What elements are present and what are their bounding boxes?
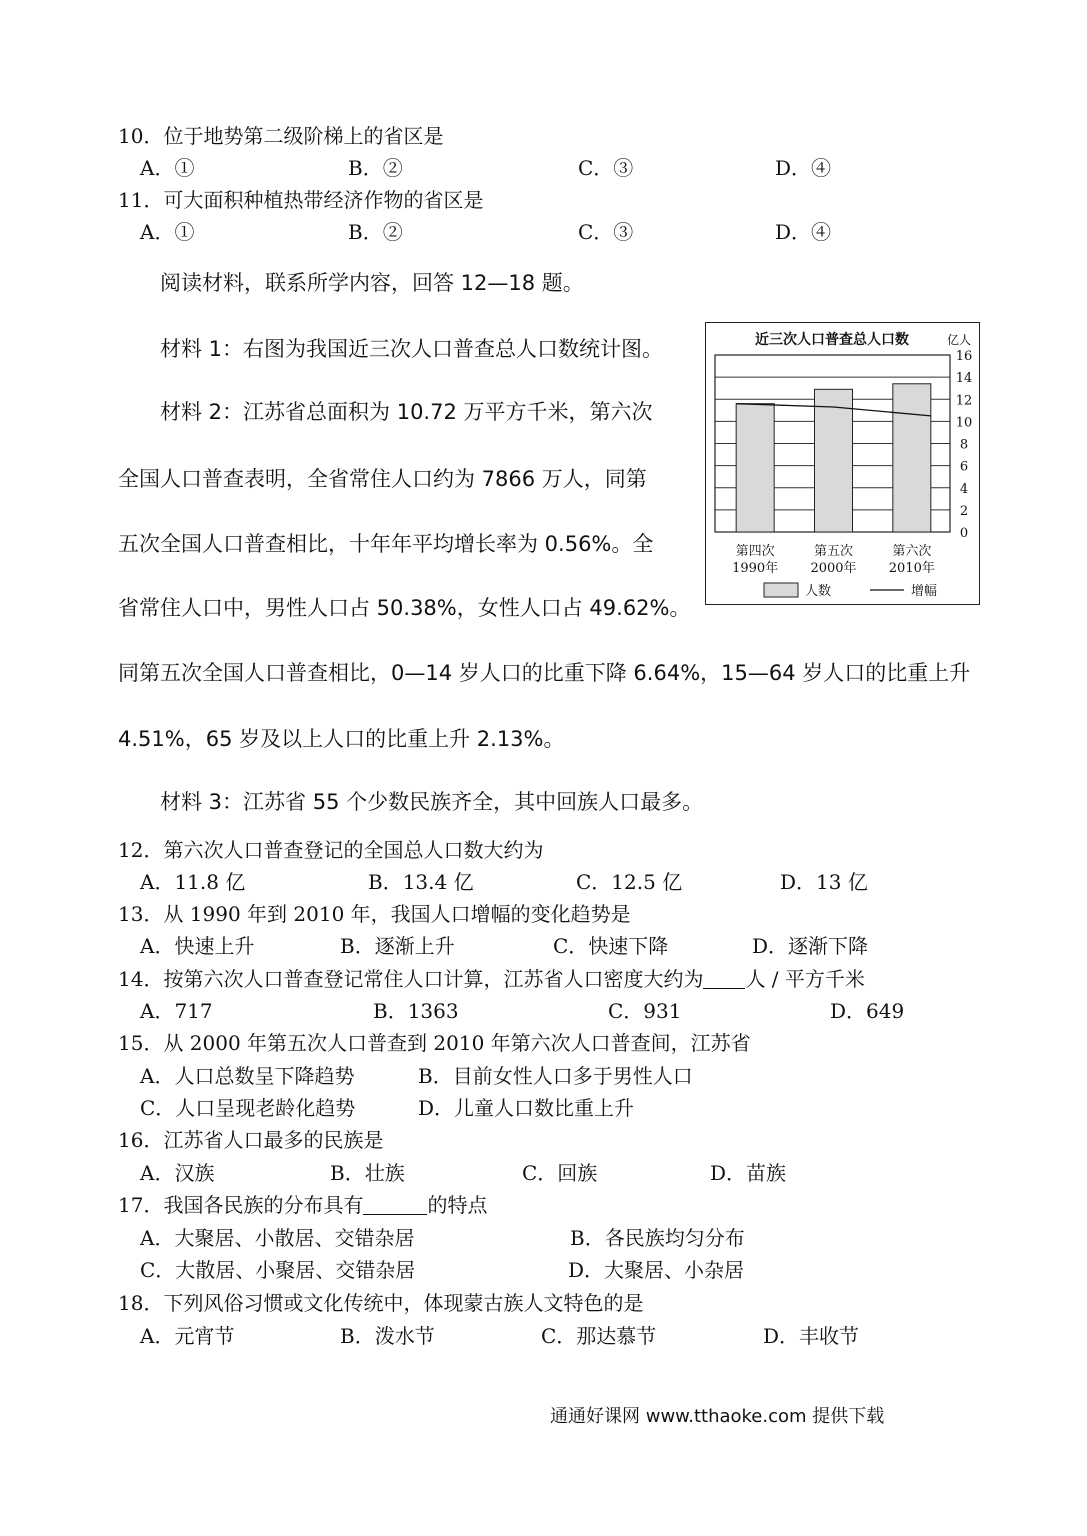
q14-option-b: B．1363 bbox=[373, 999, 459, 1023]
chart-ytick-label: 16 bbox=[955, 349, 973, 364]
chart-category-label: 1990年 bbox=[732, 561, 779, 576]
chart-category-label: 第六次 bbox=[892, 544, 932, 559]
q17-option-d: D．大聚居、小杂居 bbox=[568, 1258, 745, 1282]
q15-option-b: B．目前女性人口多于男性人口 bbox=[418, 1064, 693, 1088]
chart-bar bbox=[815, 389, 853, 532]
q18-option-d: D．丰收节 bbox=[763, 1324, 860, 1348]
q16-option-c: C．回族 bbox=[522, 1161, 598, 1185]
q18-option-c: C．那达慕节 bbox=[541, 1324, 657, 1348]
chart-ytick-label: 4 bbox=[959, 481, 969, 497]
q11-option-a: A．① bbox=[140, 220, 195, 244]
material-2-line-1: 材料 2：江苏省总面积为 10.72 万平方千米，第六次 bbox=[160, 400, 653, 424]
material-2-line-3: 五次全国人口普查相比，十年年平均增长率为 0.56%。全 bbox=[118, 532, 654, 556]
chart-category-label: 第五次 bbox=[813, 544, 854, 559]
q12-option-a: A．11.8 亿 bbox=[140, 870, 246, 894]
q17-answer-blank bbox=[363, 1194, 427, 1215]
chart-ylabel: 亿人 bbox=[946, 333, 972, 347]
q14-stem-text: 14．按第六次人口普查登记常住人口计算，江苏省人口密度大约为 bbox=[118, 967, 704, 991]
q14-option-c: C．931 bbox=[608, 999, 682, 1023]
q10-option-d: D．④ bbox=[775, 156, 832, 180]
chart-ytick-label: 2 bbox=[959, 503, 969, 519]
q18-option-a: A．元宵节 bbox=[140, 1324, 235, 1348]
material-1: 材料 1：右图为我国近三次人口普查总人口数统计图。 bbox=[160, 337, 664, 361]
material-3: 材料 3：江苏省 55 个少数民族齐全，其中回族人口最多。 bbox=[160, 790, 704, 814]
q17-stem bbox=[118, 1191, 487, 1219]
material-2-line-5: 同第五次全国人口普查相比，0—14 岁人口的比重下降 6.64%，15—64 岁人口的比重上升 bbox=[118, 661, 971, 685]
q12-option-b: B．13.4 亿 bbox=[368, 870, 474, 894]
q11-option-c: C．③ bbox=[578, 220, 634, 244]
chart-legend-bar-label: 人数 bbox=[805, 584, 832, 599]
q11-option-b: B．② bbox=[348, 220, 403, 244]
q18-stem: 18．下列风俗习惯或文化传统中，体现蒙古族人文特色的是 bbox=[118, 1291, 644, 1315]
reading-intro: 阅读材料，联系所学内容，回答 12—18 题。 bbox=[160, 271, 584, 295]
chart-legend-bar-swatch bbox=[764, 583, 798, 597]
population-census-chart bbox=[705, 322, 980, 605]
q12-option-d: D．13 亿 bbox=[780, 870, 868, 894]
chart-title: 近三次人口普查总人口数 bbox=[755, 332, 909, 348]
chart-ytick-label: 14 bbox=[955, 371, 973, 387]
q14-answer-blank bbox=[703, 968, 745, 989]
chart-category-label: 2000年 bbox=[810, 561, 857, 576]
q13-option-d: D．逐渐下降 bbox=[752, 934, 869, 958]
q13-option-c: C．快速下降 bbox=[553, 934, 669, 958]
q15-stem: 15．从 2000 年第五次人口普查到 2010 年第六次人口普查间，江苏省 bbox=[118, 1031, 751, 1055]
q10-option-a: A．① bbox=[140, 156, 195, 180]
q17-option-a: A．大聚居、小散居、交错杂居 bbox=[140, 1226, 415, 1250]
q12-option-c: C．12.5 亿 bbox=[576, 870, 683, 894]
q10-stem: 10．位于地势第二级阶梯上的省区是 bbox=[118, 124, 444, 148]
q16-option-d: D．苗族 bbox=[710, 1161, 787, 1185]
q18-option-b: B．泼水节 bbox=[340, 1324, 435, 1348]
q12-stem: 12．第六次人口普查登记的全国总人口数大约为 bbox=[118, 838, 544, 862]
q16-option-a: A．汉族 bbox=[140, 1161, 215, 1185]
chart-category-label: 2010年 bbox=[888, 561, 935, 576]
q15-option-d: D．儿童人口数比重上升 bbox=[418, 1096, 635, 1120]
chart-bar bbox=[736, 404, 774, 532]
q13-option-a: A．快速上升 bbox=[140, 934, 255, 958]
chart-ytick-label: 0 bbox=[959, 526, 969, 541]
q16-option-b: B．壮族 bbox=[330, 1161, 405, 1185]
footer-credit: 通通好课网 www.tthaoke.com 提供下载 bbox=[550, 1406, 885, 1427]
q10-option-c: C．③ bbox=[578, 156, 634, 180]
q10-option-b: B．② bbox=[348, 156, 403, 180]
q14-stem bbox=[118, 965, 865, 993]
chart-ytick-label: 6 bbox=[959, 459, 969, 475]
chart-category-label: 第四次 bbox=[735, 544, 775, 559]
q14-option-d: D．649 bbox=[830, 999, 905, 1023]
material-2-line-4: 省常住人口中，男性人口占 50.38%，女性人口占 49.62%。 bbox=[118, 596, 691, 620]
q17-stem-text: 17．我国各民族的分布具有 bbox=[118, 1193, 364, 1217]
q17-option-b: B．各民族均匀分布 bbox=[570, 1226, 745, 1250]
q13-stem: 13．从 1990 年到 2010 年，我国人口增幅的变化趋势是 bbox=[118, 902, 631, 926]
chart-svg bbox=[706, 323, 979, 604]
chart-legend-line-label: 增幅 bbox=[911, 584, 938, 599]
chart-ytick-label: 12 bbox=[955, 393, 973, 409]
q11-option-d: D．④ bbox=[775, 220, 832, 244]
q14-option-a: A．717 bbox=[140, 999, 213, 1023]
q16-stem: 16．江苏省人口最多的民族是 bbox=[118, 1128, 384, 1152]
q17-stem-end: 的特点 bbox=[427, 1193, 488, 1217]
material-2-line-6: 4.51%，65 岁及以上人口的比重上升 2.13%。 bbox=[118, 727, 565, 751]
material-2-line-2: 全国人口普查表明，全省常住人口约为 7866 万人，同第 bbox=[118, 467, 647, 491]
q13-option-b: B．逐渐上升 bbox=[340, 934, 455, 958]
q11-stem: 11．可大面积种植热带经济作物的省区是 bbox=[118, 188, 484, 212]
chart-ytick-label: 10 bbox=[955, 415, 973, 431]
q15-option-a: A．人口总数呈下降趋势 bbox=[140, 1064, 355, 1088]
q15-option-c: C．人口呈现老龄化趋势 bbox=[140, 1096, 356, 1120]
q14-stem-unit: 人 / 平方千米 bbox=[745, 967, 865, 991]
chart-ytick-label: 8 bbox=[959, 437, 969, 453]
chart-bar bbox=[893, 384, 931, 532]
q17-option-c: C．大散居、小聚居、交错杂居 bbox=[140, 1258, 416, 1282]
